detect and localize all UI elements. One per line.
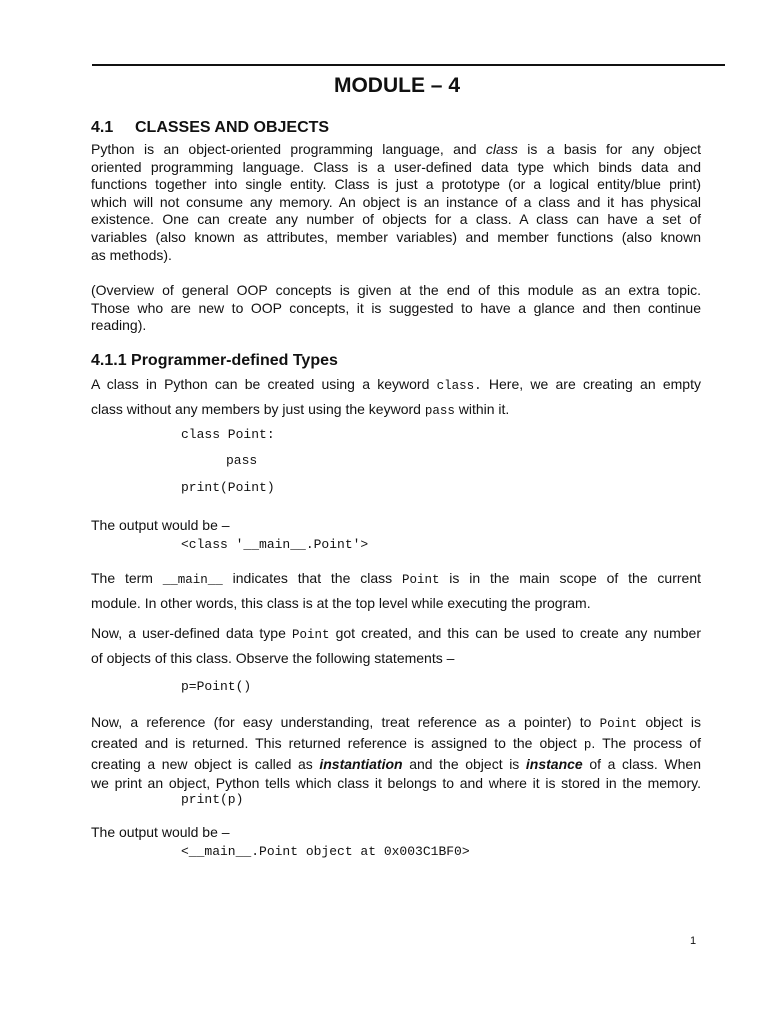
module-title: MODULE – 4	[333, 74, 461, 97]
output-label: The output would be –	[91, 824, 230, 840]
code-line: class Point:	[181, 427, 275, 442]
text-line: existence. One can create any number of objects for a class. A class can have a set of	[91, 211, 701, 228]
section-number: 4.1	[91, 119, 114, 136]
text-line: variables (also known as attributes, member variables) and member functions (also known	[91, 228, 701, 245]
text-line: (Overview of general OOP concepts is given at the end of this module as an extra topic.	[91, 282, 701, 298]
inline-code: class.	[436, 379, 482, 393]
text-line: functions together into single entity. Class is just a prototype (or a logical entity/blue print)	[91, 176, 701, 193]
text-line: we print an object, Python tells which class it belongs to and where it is stored in the memory.	[91, 775, 701, 791]
page-number: 1	[690, 935, 697, 947]
section-heading	[91, 118, 329, 138]
now-paragraph-2	[91, 713, 701, 793]
top-rule	[92, 64, 725, 66]
text-line: creating a new object is called as instantiation and the object is instance of a class. When	[91, 756, 701, 772]
create-paragraph	[91, 373, 701, 423]
text-line: A class in Python can be created using a keyword class. Here, we are creating an empty	[91, 376, 701, 393]
intro-paragraph	[91, 141, 701, 264]
code-line: print(Point)	[181, 480, 275, 495]
text-line: module. In other words, this class is at the top level while executing the program.	[91, 595, 591, 611]
subsection-heading: 4.1.1 Programmer-defined Types	[91, 352, 338, 369]
term-paragraph	[91, 567, 701, 615]
text-line: reading).	[91, 317, 147, 334]
text-line: oriented programming language. Class is a user-defined data type which binds data and	[91, 158, 701, 175]
text-line: class without any members by just using the keyword pass within it.	[91, 401, 510, 418]
text-line: created and is returned. This returned reference is assigned to the object p. The process of	[91, 735, 701, 752]
code-line: pass	[226, 453, 258, 468]
overview-paragraph	[91, 282, 701, 335]
now-paragraph-1	[91, 622, 701, 670]
code-output: <class '__main__.Point'>	[181, 537, 369, 552]
inline-code: __main__	[162, 573, 223, 587]
bold-italic-term: instance	[525, 756, 583, 772]
emphasis: class	[485, 141, 518, 157]
section-title: CLASSES AND OBJECTS	[135, 119, 330, 136]
text-line: Now, a reference (for easy understanding, treat reference as a pointer) to Point object is	[91, 714, 702, 731]
text-line: of objects of this class. Observe the following statements –	[91, 650, 455, 666]
text-line: Those who are new to OOP concepts, it is suggested to have a glance and then continue	[91, 299, 701, 316]
inline-code: Point	[599, 717, 638, 731]
inline-code: pass	[424, 404, 455, 418]
text-line: Now, a user-defined data type Point got created, and this can be used to create any number	[91, 625, 701, 642]
text-line: Python is an object-oriented programming language, and class is a basis for any object	[91, 141, 701, 157]
text-line: as methods).	[91, 246, 172, 263]
code-line: print(p)	[181, 792, 244, 807]
text-line: The term __main__ indicates that the class Point is in the main scope of the current	[91, 570, 702, 587]
output-label: The output would be –	[91, 517, 230, 533]
inline-code: Point	[291, 628, 330, 642]
code-line: p=Point()	[181, 679, 252, 694]
inline-code: p	[583, 738, 592, 752]
text-line: which will not consume any memory. An object is an instance of a class and it has physical	[91, 193, 701, 210]
code-output: <__main__.Point object at 0x003C1BF0>	[181, 844, 470, 859]
bold-italic-term: instantiation	[319, 756, 403, 772]
inline-code: Point	[401, 573, 440, 587]
